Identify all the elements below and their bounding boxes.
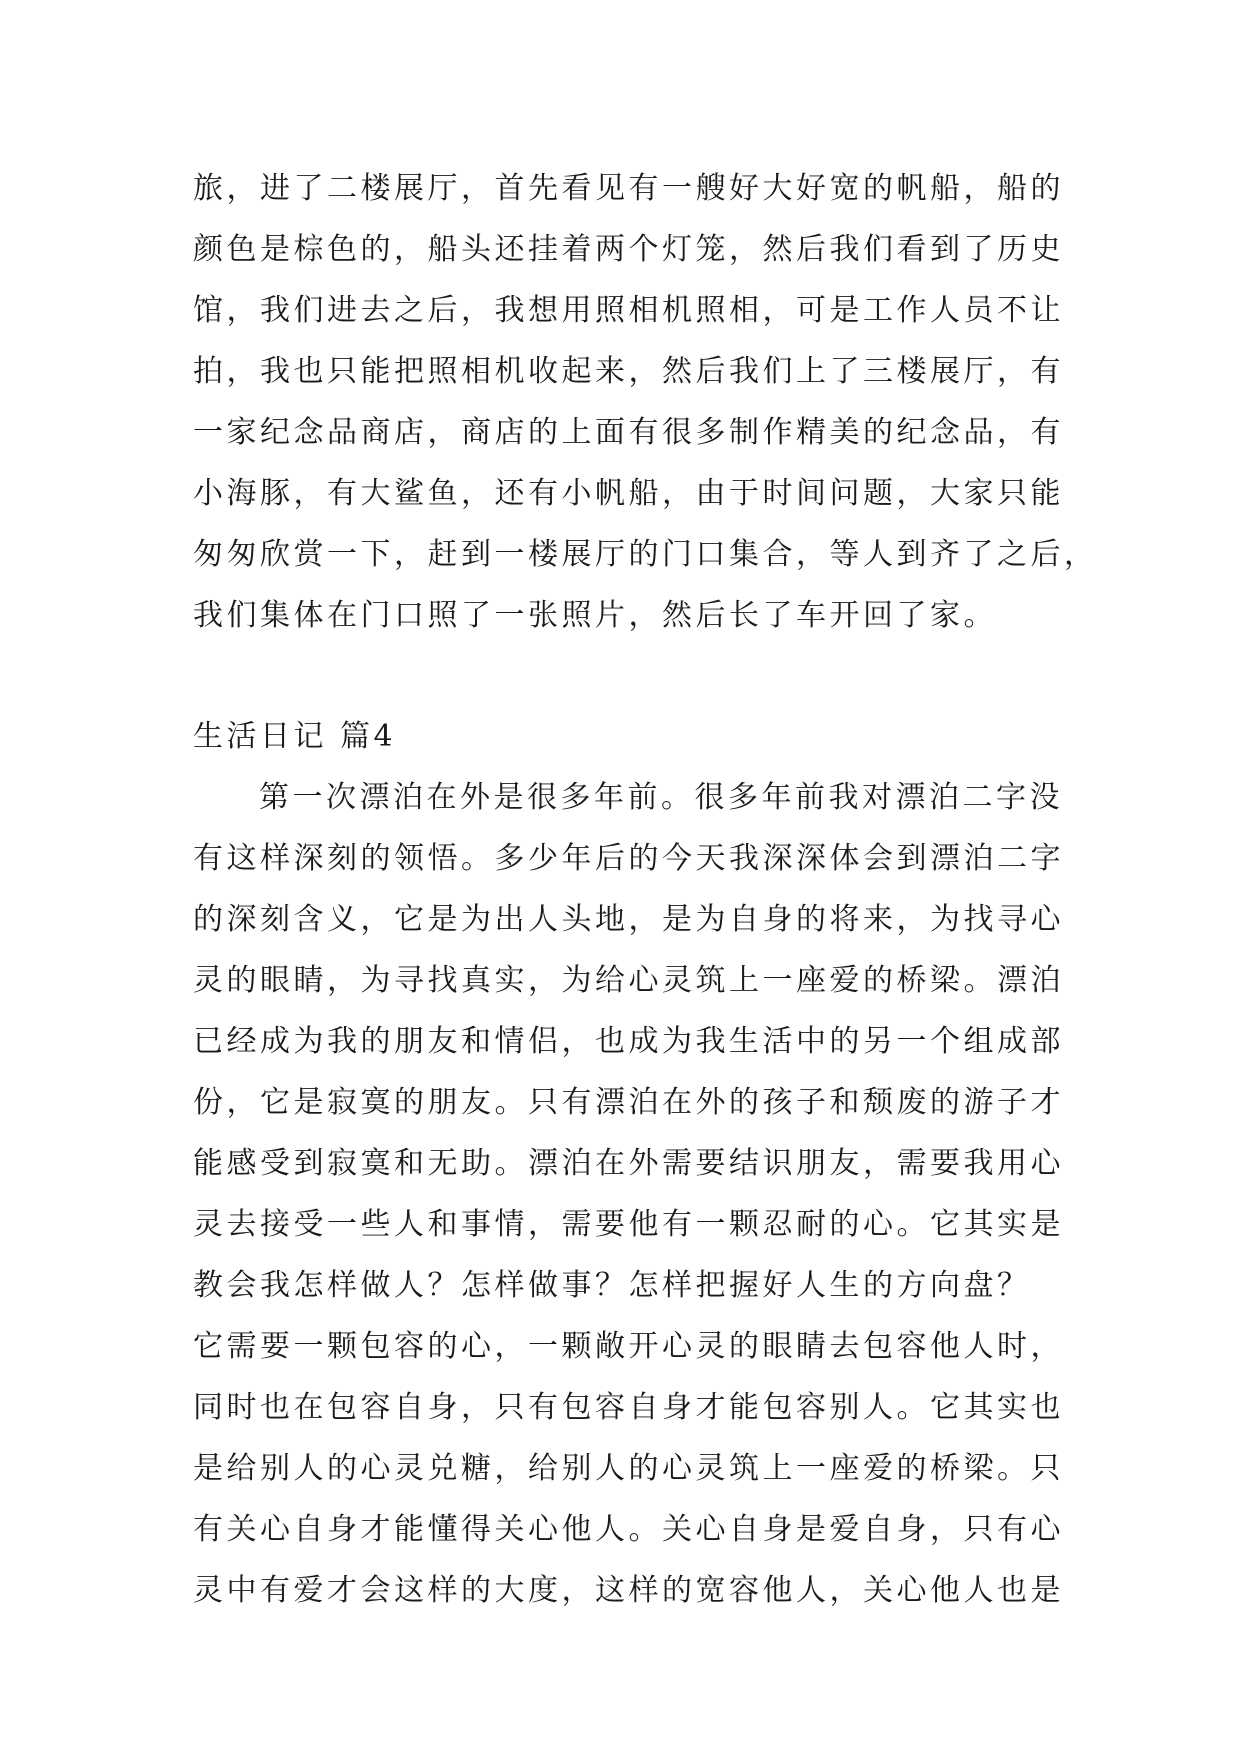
section-paragraph: [193, 767, 1064, 1621]
text-line: 我们集体在门口照了一张照片，然后长了车开回了家。: [193, 598, 997, 633]
text-line: 小海豚，有大鲨鱼，还有小帆船，由于时间问题，大家只能: [193, 476, 1064, 511]
text-line: 一家纪念品商店，商店的上面有很多制作精美的纪念品，有: [193, 415, 1064, 450]
section-title: 生活日记 篇4: [193, 719, 397, 754]
text-line: 的深刻含义，它是为出人头地，是为自身的将来，为找寻心: [193, 902, 1064, 937]
text-line: 馆，我们进去之后，我想用照相机照相，可是工作人员不让: [193, 293, 1064, 328]
text-line: 旅，进了二楼展厅，首先看见有一艘好大好宽的帆船，船的: [193, 171, 1064, 206]
text-line: 灵中有爱才会这样的大度，这样的宽容他人，关心他人也是: [193, 1573, 1064, 1608]
text-line: 同时也在包容自身，只有包容自身才能包容别人。它其实也: [193, 1390, 1064, 1425]
paragraph-gap: [193, 646, 1061, 706]
continued-paragraph: [193, 158, 1098, 646]
text-line: 能感受到寂寞和无助。漂泊在外需要结识朋友，需要我用心: [193, 1146, 1064, 1181]
text-line: 拍，我也只能把照相机收起来，然后我们上了三楼展厅，有: [193, 354, 1064, 389]
text-line: 第一次漂泊在外是很多年前。很多年前我对漂泊二字没: [259, 780, 1063, 815]
text-line: 是给别人的心灵兑糖，给别人的心灵筑上一座爱的桥梁。只: [193, 1451, 1064, 1486]
text-line: 有关心自身才能懂得关心他人。关心自身是爱自身，只有心: [193, 1512, 1064, 1547]
text-line: 它需要一颗包容的心，一颗敞开心灵的眼睛去包容他人时，: [193, 1329, 1064, 1364]
text-line: 灵的眼睛，为寻找真实，为给心灵筑上一座爱的桥梁。漂泊: [193, 963, 1064, 998]
text-line: 灵去接受一些人和事情，需要他有一颗忍耐的心。它其实是: [193, 1207, 1064, 1242]
document-body: [193, 158, 1098, 1621]
text-line: 教会我怎样做人？怎样做事？怎样把握好人生的方向盘？: [193, 1268, 1031, 1303]
text-line: 匆匆欣赏一下，赶到一楼展厅的门口集合，等人到齐了之后，: [193, 537, 1098, 572]
text-line: 有这样深刻的领悟。多少年后的今天我深深体会到漂泊二字: [193, 841, 1064, 876]
text-line: 颜色是棕色的，船头还挂着两个灯笼，然后我们看到了历史: [193, 232, 1064, 267]
text-line: 已经成为我的朋友和情侣，也成为我生活中的另一个组成部: [193, 1024, 1064, 1059]
text-line: 份，它是寂寞的朋友。只有漂泊在外的孩子和颓废的游子才: [193, 1085, 1064, 1120]
